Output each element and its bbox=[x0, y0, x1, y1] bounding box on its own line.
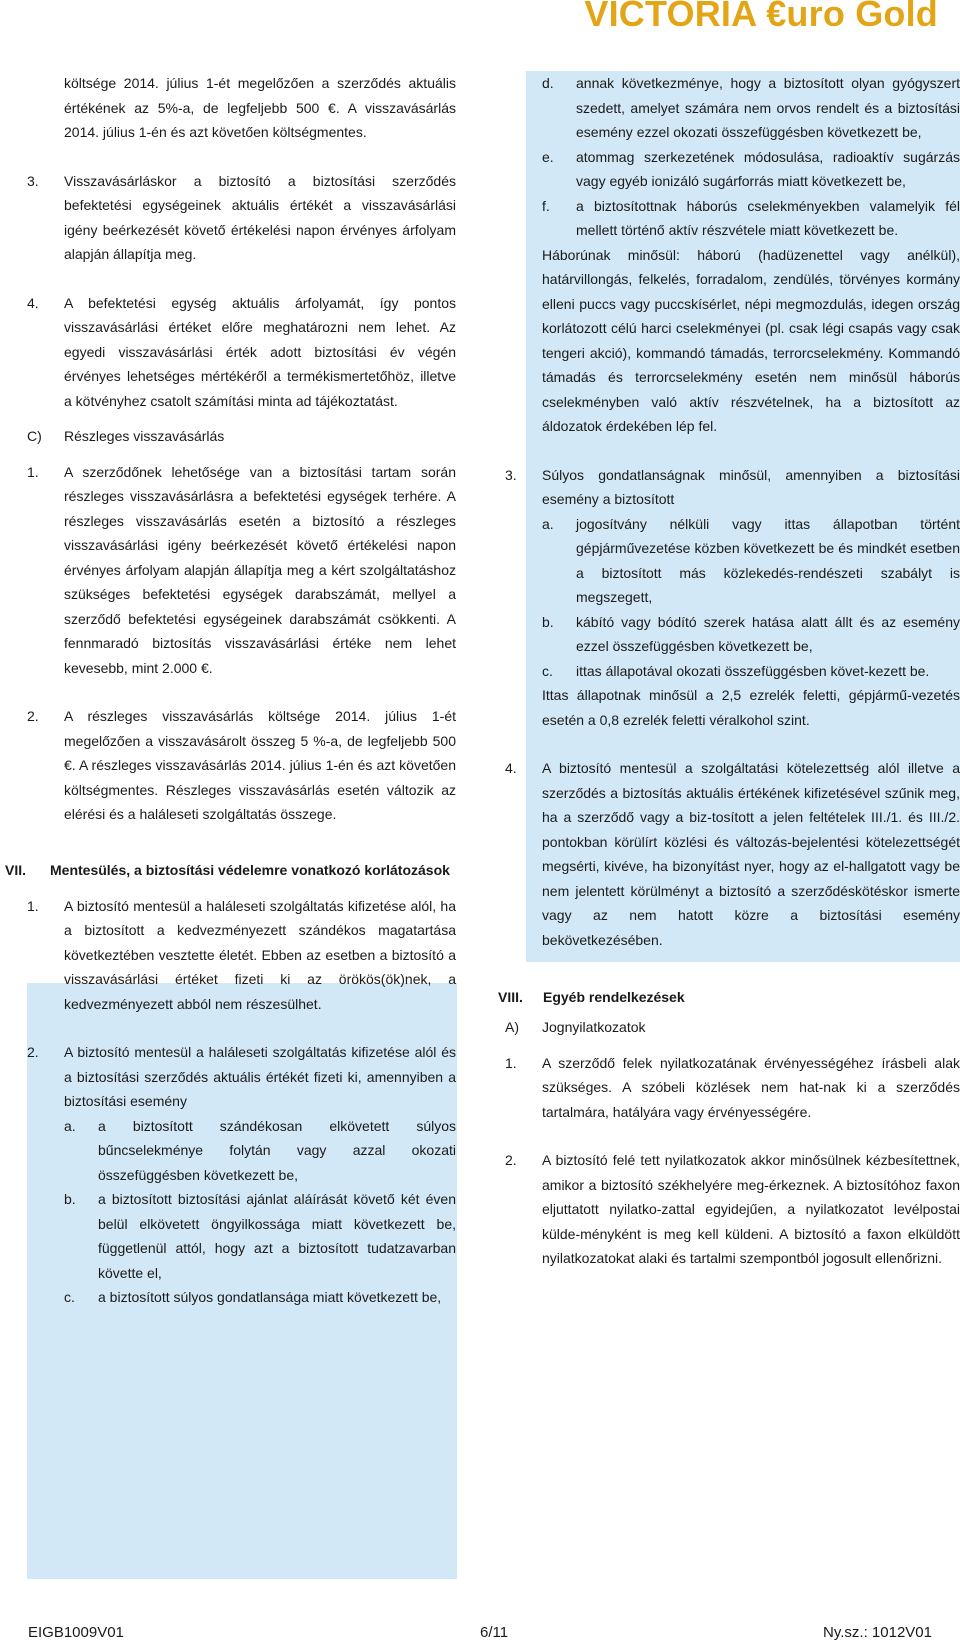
footer-page-number: 6/11 bbox=[480, 1624, 509, 1641]
section-vii-item-1: 1. A biztosító mentesül a haláleseti szolgáltatás kifizetése alól, ha a biztosított a kedvezményezett szándékos magatartása következtében vesztette életét. Ebben az esetben a biztosító a visszavásárlási értéket fizeti ki az örökös(ök)nek, a kedvezményezett abból nem részesülhet. bbox=[27, 897, 456, 1012]
footer-document-code: EIGB1009V01 bbox=[28, 1624, 124, 1641]
section-viii-heading: VIII. Egyéb rendelkezések bbox=[498, 989, 685, 1005]
right-column bbox=[498, 71, 960, 1271]
war-definition: Háborúnak minősül: háború (hadüzenettel vagy anélkül), határvillongás, felkelés, forradalom, zendülés, törvényes kormány elleni puccs vagy puccskísérlet, népi megmozdulás, idegen ország korlátozott célú harci cselekményei (pl. csak légi csapás vagy csak tengeri akció), kommandó támadás, terrorcselekmény. Kommandó támadás és terrorcselekmény esetén nem minősül háborús cselekményben való aktív részvételnek, ha a biztosított az áldozatok érdekében lép fel. bbox=[542, 246, 960, 434]
list-item-4: 4. A befektetési egység aktuális árfolyamát, így pontos visszavásárlási értéket előre meghatározni nem lehet. Az egyedi visszavásárlási érték adott biztosítási év végén érvényes lehetséges mértékéről a termékismertetőhöz, illetve a kötvényhez csatolt számítási minta ad tájékoztatást. bbox=[27, 294, 456, 409]
section-vii-item-2: 2. A biztosító mentesül a haláleseti szolgáltatás kifizetése alól és a biztosítási szerződés aktuális értékét fizeti ki, amennyiben a biztosítási esemény a. a biztosított szándékosan elkövetett súlyos bűncselekménye folytán vagy azzal okozati összefüggésben következett be, b. a biztosított biztosítási ajánlat aláírását követő két éven belül elkövetett öngyilkossága miatt következett be, függetlenül attól, hogy azt a biztosított tudatzavarban követte el, c. a biztosított súlyos gondatlansága miatt következett be, bbox=[27, 1040, 456, 1310]
section-a-item-1: 1. A szerződő felek nyilatkozatának érvényességéhez írásbeli alak szükséges. A szóbeli közlések nem hat-nak ki a szerződés tartalmára, hatályára vagy érvényességére. bbox=[505, 1054, 960, 1120]
section-c-item-2: 2. A részleges visszavásárlás költsége 2014. július 1-ét megelőzően a visszavásárolt összeg 5 %-a, de legfeljebb 500 €. A részleges visszavásárlás 2014. július 1-én és azt követően költségmentes. Részleges visszavásárlás esetén változik az elérési és a haláleseti szolgáltatás összege. bbox=[27, 708, 456, 822]
right-item-4: 4. A biztosító mentesül a szolgáltatási kötelezettség alól illetve a szerződés a biztosítás aktuális értékének kifizetésével szűnik meg, ha a szerződő vagy a biz-tosított a jelen feltételek III./1. és III./2. pontokban körülírt közlési és változás-bejelentési kötelezettségét megsérti, kivéve, ha bizonyítást nyer, hogy az el-hallgatott vagy be nem jelentett körülményt a biztosító a szerződéskötéskor ismerte vagy az nem hatott közre a biztosítási esemény bekövetkezésében. bbox=[505, 760, 960, 948]
sub-item-c: c. a biztosított súlyos gondatlansága miatt következett be, bbox=[64, 1289, 442, 1305]
continuation-subs bbox=[505, 71, 960, 439]
sub-item-f: f. a biztosítottnak háborús cselekményekben valamelyik fél mellett történő aktív részvétele miatt következett be. bbox=[542, 197, 960, 238]
brand-logo: VICTORIA €uro Gold bbox=[584, 0, 938, 34]
sub-item-b: b. kábító vagy bódító szerek hatása alatt állt és az esemény ezzel összefüggésben következett be, bbox=[542, 613, 960, 654]
sub-item-a: a. a biztosított szándékosan elkövetett súlyos bűncselekménye folytán vagy azzal okozati összefüggésben következett be, bbox=[64, 1117, 456, 1183]
sub-item-e: e. atommag szerkezetének módosulása, radioaktív sugárzás vagy egyéb ionizáló sugárforrás miatt következett be, bbox=[542, 148, 960, 189]
sub-item-b: b. a biztosított biztosítási ajánlat aláírását követő két éven belül elkövetett öngyilkossága miatt következett be, függetlenül attól, hogy azt a biztosított tudatzavarban követte el, bbox=[64, 1191, 456, 1281]
left-column bbox=[5, 71, 456, 1310]
sub-item-d: d. annak következménye, hogy a biztosított olyan gyógyszert szedett, amelyet számára nem orvos rendelt és a biztosítási esemény ezzel okozati összefüggésben következett be, bbox=[542, 75, 960, 140]
alcohol-definition: Ittas állapotnak minősül a 2,5 ezrelék feletti, gépjármű-vezetés esetén a 0,8 ezrelék feletti véralkohol szint. bbox=[542, 687, 960, 728]
list-item-3: 3. Visszavásárláskor a biztosító a biztosítási szerződés befektetési egységeinek aktuális értékét a visszavásárlási igény beérkezését követő értékelési napon érvényes árfolyam alapján állapítja meg. bbox=[27, 172, 456, 262]
section-a-item-2: 2. A biztosító felé tett nyilatkozatok akkor minősülnek kézbesítettnek, amikor a biztosító székhelyére meg-érkeznek. A biztosítóhoz faxon eljuttatott nyilatko-zattal egyidejűen, a nyilatkozatot levélpostai külde-ményként is meg kell küldeni. A biztosító a faxon elküldött nyilatkozatokat alaki és tartalmi szempontból jogosult ellenőrizni. bbox=[505, 1152, 960, 1266]
section-c-item-1: 1. A szerződőnek lehetősége van a biztosítási tartam során részleges visszavásárlásra a befektetési egységek terhére. A részleges visszavásárlás esetén a biztosító a részleges visszavásárlási igény beérkezését követő értékelési napon érvényes árfolyam alapján állapítja meg a kért szolgáltatáshoz szükséges befektetési egységek darabszámát, mellyel a szerződő befektetési egységeinek darabszámát csökkenti. A fennmaradó biztosítás visszavásárlási értéke nem lehet kevesebb, mint 2.000 €. bbox=[27, 463, 456, 676]
section-vii-heading: VII. Mentesülés, a biztosítási védelemre vonatkozó korlátozások bbox=[5, 861, 450, 878]
footer-registration-number: Ny.sz.: 1012V01 bbox=[823, 1624, 932, 1641]
intro-paragraph: költsége 2014. július 1-ét megelőzően a szerződés aktuális értékének az 5%-a, de legfeljebb 500 €. A visszavásárlás 2014. július 1-én és azt követően költségmentes. bbox=[64, 75, 456, 140]
sub-item-c: c. ittas állapotával okozati összefüggésben követ-kezett be. bbox=[542, 662, 930, 679]
right-item-3: 3. Súlyos gondatlanságnak minősül, amennyiben a biztosítási esemény a biztosított a. jogosítvány nélküli vagy ittas állapotban történt gépjárművezetése közben következett be és mindkét esetben a biztosított más közlekedés-rendészeti szabályt is megszegett, b. kábító vagy bódító szerek hatása alatt állt és az esemény ezzel összefüggésben következett be, c. ittas állapotával okozati összefüggésben követ-kezett be. Ittas állapotnak minősül a 2,5 ezrelék feletti, gépjármű-vezetés esetén a 0,8 ezrelék feletti véralkohol szint. bbox=[505, 463, 960, 733]
section-a-heading: A) Jognyilatkozatok bbox=[505, 1019, 646, 1035]
section-c-heading: C) Részleges visszavásárlás bbox=[27, 428, 225, 444]
sub-item-a: a. jogosítvány nélküli vagy ittas állapotban történt gépjárművezetése közben következett be és mindkét esetben a biztosított más közlekedés-rendészeti szabályt is megszegett, bbox=[542, 515, 960, 605]
